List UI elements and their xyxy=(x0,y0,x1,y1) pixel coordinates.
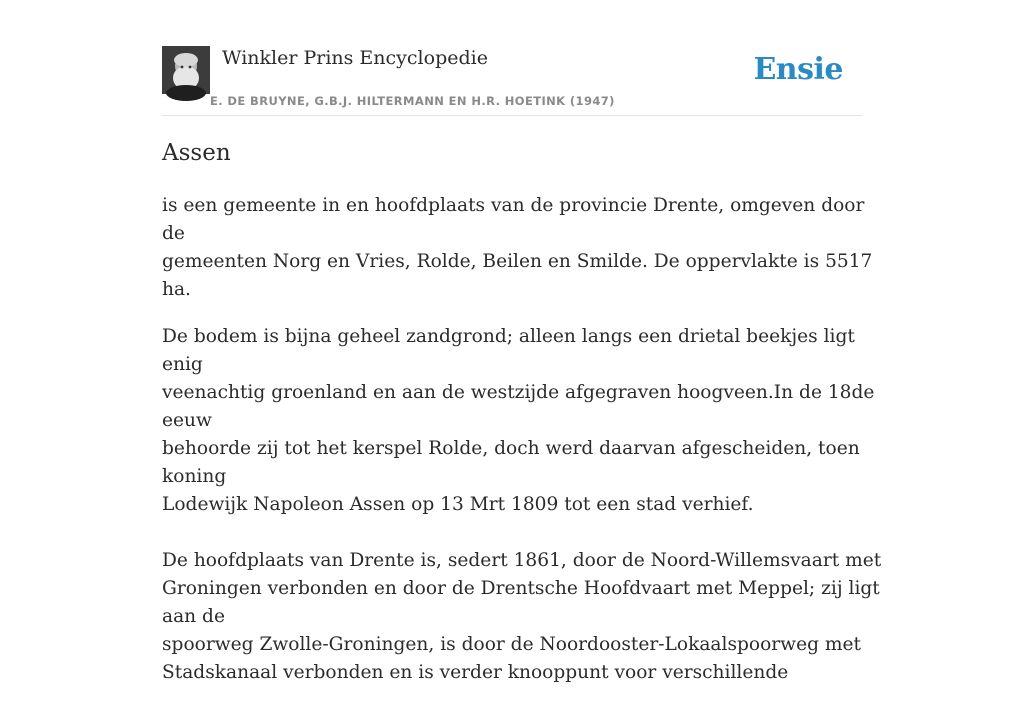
article-paragraph: is een gemeente in en hoofdplaats van de provincie Drente, omgeven door de gemeenten Norg en Vries, Rolde, Beilen en Smilde. De oppervlakte is 5517 ha. xyxy=(162,195,873,300)
source-authors: E. DE BRUYNE, G.B.J. HILTERMANN EN H.R. HOETINK (1947) xyxy=(210,94,615,108)
source-title[interactable]: Winkler Prins Encyclopedie xyxy=(222,47,488,69)
article-paragraph: De bodem is bijna geheel zandgrond; alleen langs een drietal beekjes ligt enig veenachtig groenland en aan de westzijde afgegraven hoogveen.In de 18de eeuw behoorde zij tot het kerspel Rolde, doch werd daarvan afgescheiden, toen koning Lodewijk Napoleon Assen op 13 Mrt 1809 tot een stad verhief. De hoofdplaats van Drente is, sedert 1861, door de Noord-Willemsvaart met Groningen verbonden en door de Drentsche Hoofdvaart met Meppel; zij ligt aan de spoorweg Zwolle-Groningen, is door de Noordooster-Lokaalspoorweg met Stadskanaal verbonden en is verder knooppunt voor verschillende xyxy=(162,326,882,683)
article-body xyxy=(162,192,882,706)
source-header xyxy=(162,46,862,116)
portrait-icon xyxy=(162,46,210,94)
author-avatar xyxy=(162,46,210,94)
ensie-logo[interactable]: Ensie xyxy=(753,52,843,87)
article-title: Assen xyxy=(162,140,231,166)
